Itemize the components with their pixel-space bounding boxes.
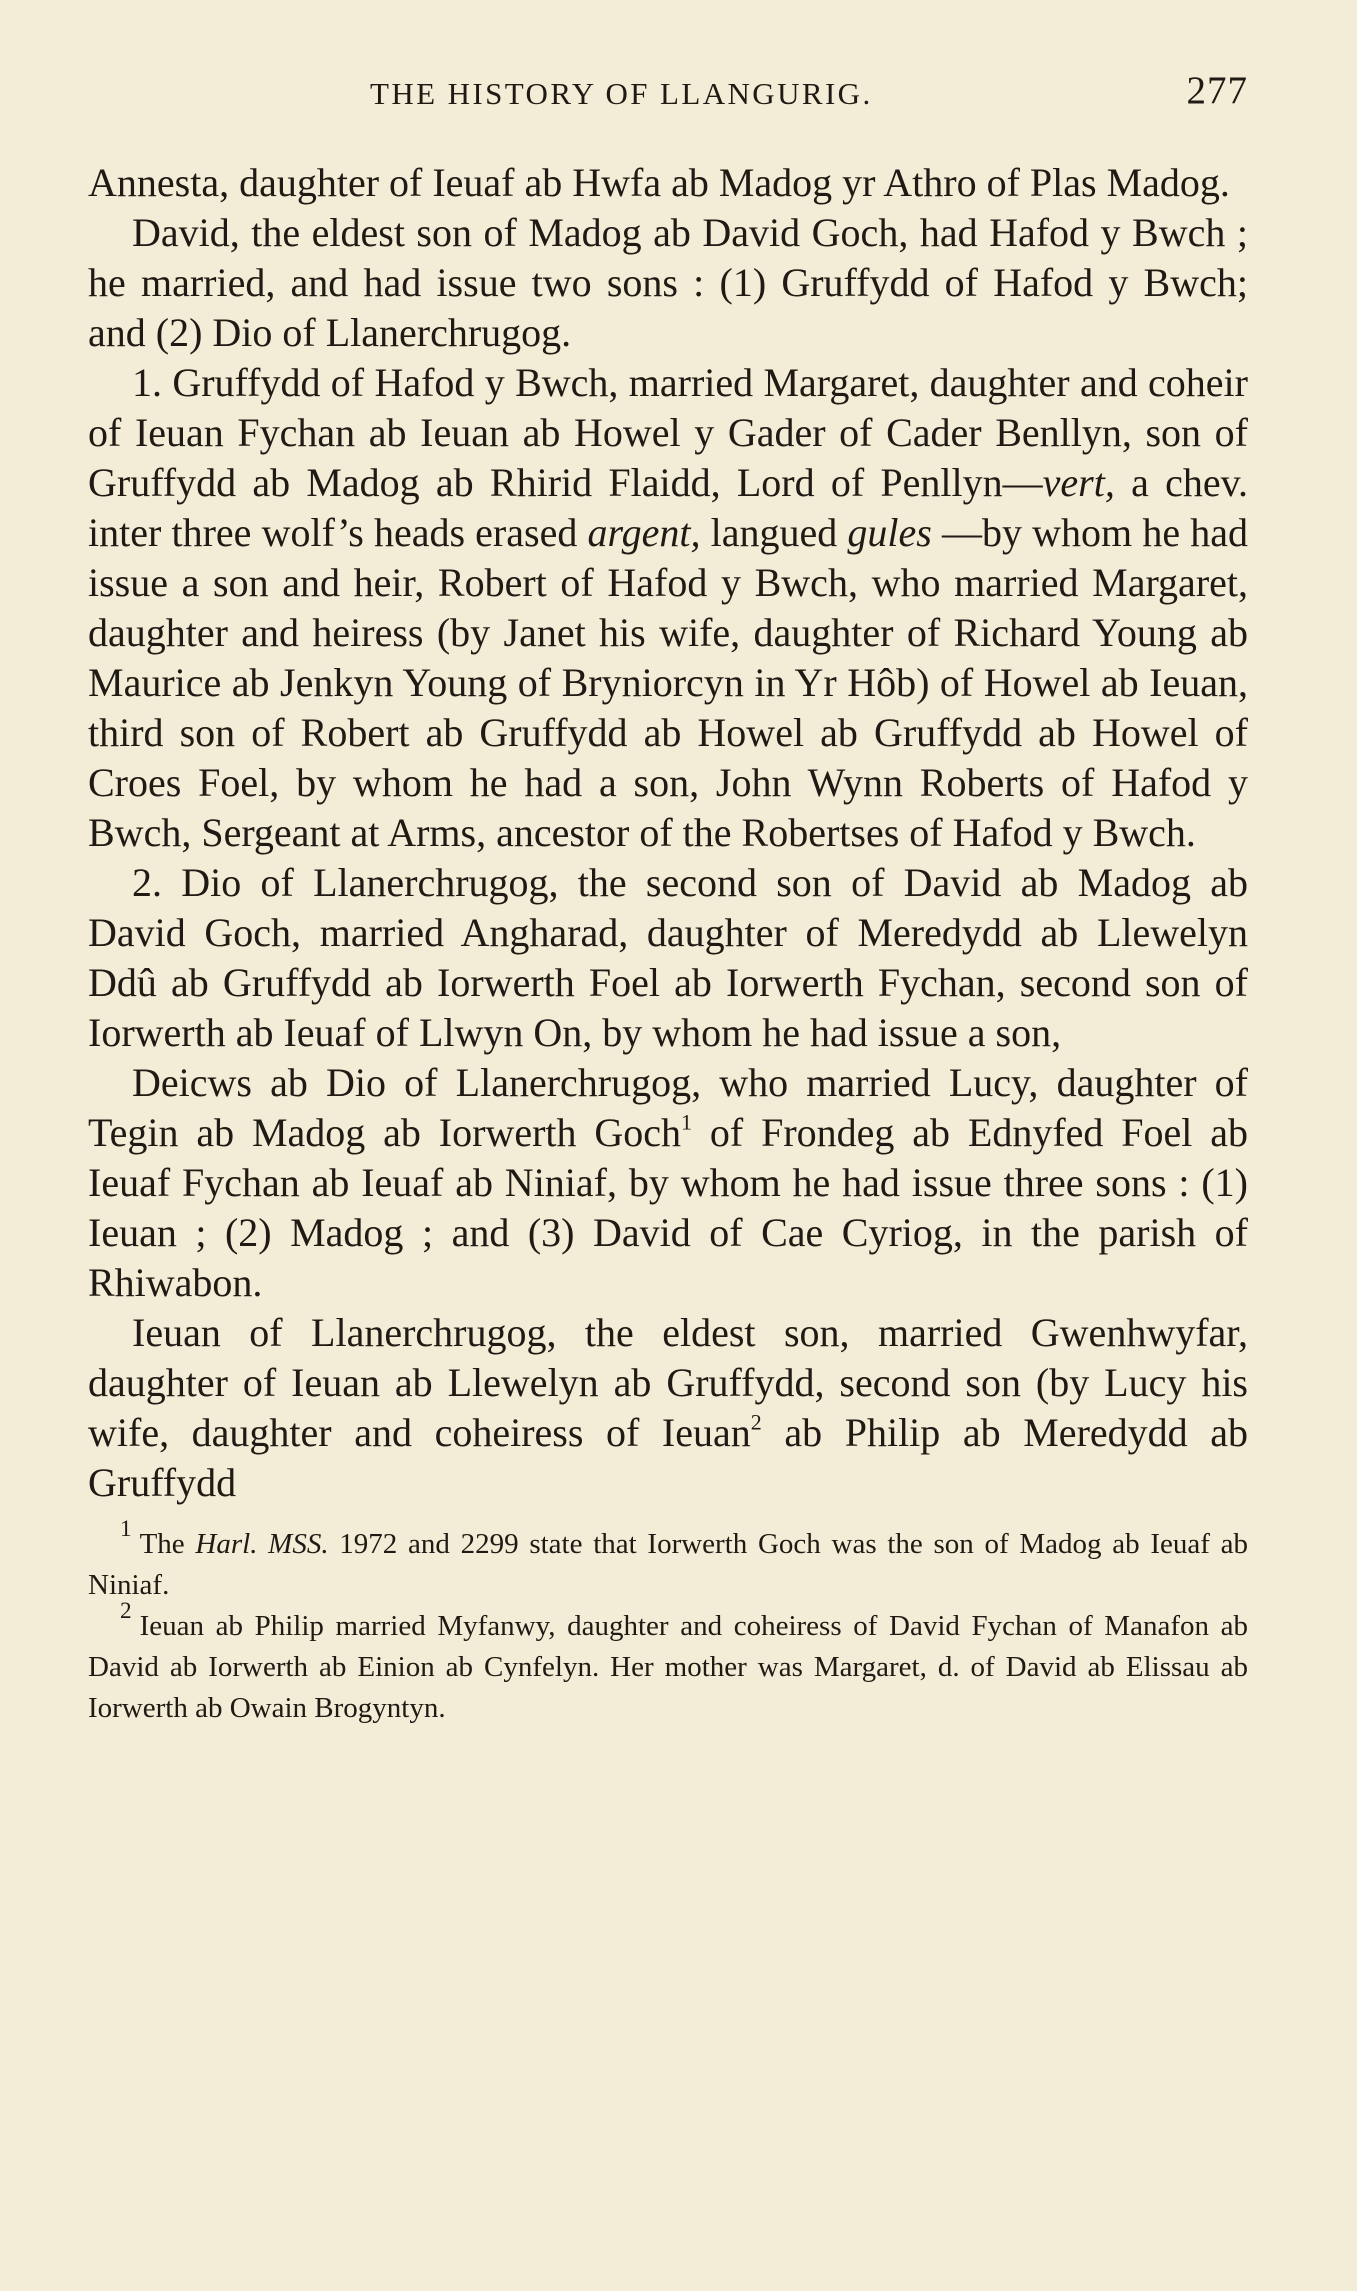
text-run: Deicws ab Dio of Llanerchrugog, who married Lucy, daughter of Tegin ab Madog ab Iorwerth Goch <box>88 1060 1248 1155</box>
footnote-1 <box>88 1515 1248 1606</box>
paragraph-deicws-ab-dio <box>88 1058 1248 1308</box>
footnote-2 <box>88 1597 1248 1729</box>
footnotes <box>88 1515 1248 1729</box>
text-run: 1972 and 2299 state that Iorwerth Goch was the son of Madog ab Ieuaf ab Niniaf. <box>88 1528 1248 1601</box>
text-run: 1. Gruffydd of Hafod y Bwch, married Margaret, daughter and coheir of Ieuan Fychan ab Ieuan ab Howel y Gader of Cader Benllyn, son of Gruffydd ab Madog ab Rhirid Flaidd, Lord of Penllyn— <box>88 360 1248 505</box>
body-text <box>88 158 1248 1508</box>
paragraph-annesta <box>88 158 1248 208</box>
text-run: a chev. inter three wolf’s heads erased <box>88 460 1248 555</box>
paragraph-ieuan-llanerchrugog <box>88 1308 1248 1508</box>
text-run: The <box>139 1528 196 1560</box>
text-run: —by whom he had issue a son and heir, Robert of Hafod y Bwch, who married Margaret, daughter and heiress (by Janet his wife, daughter of Richard Young ab Maurice ab Jenkyn Young of Bryniorcyn in Yr Hôb) of Howel ab Ieuan, third son of Robert ab Gruffydd ab Howel ab Gruffydd ab Howel of Croes Foel, by whom he had a son, John Wynn Roberts of Hafod y Bwch, Sergeant at Arms, ancestor of the Robertses of Hafod y Bwch. <box>88 510 1249 855</box>
text-run: David, the eldest son of Madog ab David Goch, had Hafod y Bwch ; he married, and had issue two sons : (1) Gruffydd of Hafod y Bwch; and (2) Dio of Llanerchrugog. <box>88 210 1248 355</box>
text-run: Ieuan ab Philip married Myfanwy, daughter and coheiress of David Fychan of Manafon ab David ab Iorwerth ab Einion ab Cynfelyn. Her mother was Margaret, d. of David ab Elissau ab Iorwerth ab Owain Brogyntyn. <box>88 1610 1248 1724</box>
footnote-marker: 1 <box>120 1515 132 1542</box>
running-title: THE HISTORY OF LLANGURIG. <box>370 76 873 111</box>
footnote-reference: 1 <box>681 1109 693 1135</box>
text-run: langued <box>700 510 848 555</box>
paragraph-dio-llanerchrugog <box>88 858 1248 1058</box>
running-head <box>88 68 1248 128</box>
italic-text: vert, <box>1042 460 1115 505</box>
book-page <box>88 68 1248 1729</box>
page-number: 277 <box>1186 69 1248 112</box>
text-run: 2. Dio of Llanerchrugog, the second son of David ab Madog ab David Goch, married Angharad, daughter of Meredydd ab Llewelyn Ddû ab Gruffydd ab Iorwerth Foel ab Iorwerth Fychan, second son of Iorwerth ab Ieuaf of Llwyn On, by whom he had issue a son, <box>88 860 1248 1055</box>
italic-text: argent, <box>587 510 701 555</box>
italic-text: Harl. MSS. <box>195 1528 329 1560</box>
paragraph-gruffydd-hafod-y-bwch <box>88 358 1248 858</box>
text-run: ab Philip ab Meredydd ab Gruffydd <box>88 1410 1248 1505</box>
text-run: of Frondeg ab Ednyfed Foel ab Ieuaf Fychan ab Ieuaf ab Niniaf, by whom he had issue three sons : (1) Ieuan ; (2) Madog ; and (3) David of Cae Cyriog, in the parish of Rhiwabon. <box>88 1110 1248 1305</box>
text-run: Annesta, daughter of Ieuaf ab Hwfa ab Madog yr Athro of Plas Madog. <box>88 160 1230 205</box>
paragraph-david-eldest-son <box>88 208 1248 358</box>
footnote-marker: 2 <box>120 1597 132 1624</box>
italic-text: gules <box>847 510 932 555</box>
text-run: Ieuan of Llanerchrugog, the eldest son, married Gwenhwyfar, daughter of Ieuan ab Llewelyn ab Gruffydd, second son (by Lucy his wife, daughter and coheiress of Ieuan <box>88 1310 1248 1455</box>
footnote-reference: 2 <box>750 1409 762 1435</box>
